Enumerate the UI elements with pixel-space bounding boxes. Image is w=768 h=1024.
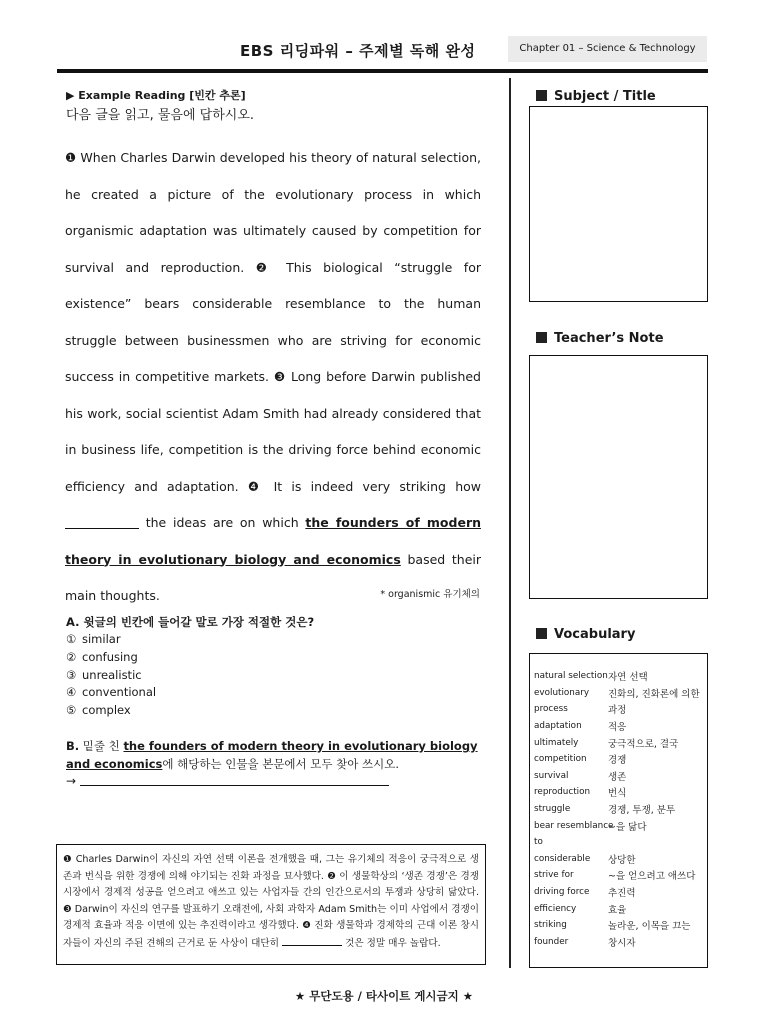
square-bullet-icon [536, 90, 547, 101]
vocab-item: ultimately 궁극적으로, 결국 [534, 737, 679, 750]
vocab-item: striking 놀라운, 이목을 끄는 [534, 920, 691, 933]
vocab-item: natural selection 자연 선택 [534, 671, 648, 684]
footnote: * organismic 유기체의 [380, 589, 480, 600]
vocab-item: bear resemblance ~을 닮다 [534, 820, 647, 833]
vocab-item: struggle 경쟁, 투쟁, 분투 [534, 804, 676, 817]
question-b: B. 밑줄 친 the founders of modern theory in evolutionary biology and economics에 해당하는 인물을 본문에서 모두 찾아 쓰시오. [66, 739, 478, 771]
column-divider [509, 78, 511, 968]
instruction-text: 다음 글을 읽고, 물음에 답하시오. [66, 108, 255, 123]
reading-passage [65, 140, 481, 615]
answer-line[interactable] [80, 785, 389, 786]
subject-title-heading: Subject / Title [536, 89, 656, 104]
translation-blank [282, 935, 342, 946]
vocab-item: considerable 상당한 [534, 853, 636, 866]
vocab-item: driving force 추진력 [534, 887, 636, 900]
question-a-options [66, 631, 156, 720]
vocab-item: competition 경쟁 [534, 754, 627, 767]
vocab-item: process 과정 [534, 704, 627, 717]
passage-text-3: based their main thoughts. [65, 551, 482, 603]
passage-underlined-phrase: the founders of modern theory in evolutionary biology and economics [65, 515, 482, 567]
example-reading-label: ▶ Example Reading [빈칸 추론] [66, 89, 246, 102]
vocab-item: founder 창시자 [534, 936, 636, 949]
vocab-item: reproduction 번식 [534, 787, 627, 800]
header-rule [57, 69, 708, 73]
option-item[interactable]: ④ conventional [66, 685, 157, 700]
vocab-item: strive for ~을 얻으려고 애쓰다 [534, 870, 696, 883]
square-bullet-icon [536, 332, 547, 343]
teachers-note-heading: Teacher’s Note [536, 331, 664, 346]
question-a-title: A. 윗글의 빈칸에 들어갈 말로 가장 적절한 것은? [66, 615, 315, 629]
passage-text-2: the ideas are on which [139, 515, 306, 530]
passage-text-1: ❶ When Charles Darwin developed his theory of natural selection, he created a picture of the evolutionary process in which organismic adaptation was ultimately caused by competition for survival and reproduction. ❷ This biological “struggle for existence” bears considerable resemblance to the human struggle between businessmen who are striving for economic success in competitive markets. ❸ Long before Darwin published his work, social scientist Adam Smith had already considered that in business life, competition is the driving force behind economic efficiency and adaptation. ❹ It is indeed very striking how [65, 150, 481, 494]
vocab-item: efficiency 효율 [534, 903, 627, 916]
option-item[interactable]: ① similar [66, 632, 121, 646]
option-item[interactable]: ⑤ complex [66, 703, 131, 718]
chapter-badge: Chapter 01 – Science & Technology [508, 36, 707, 62]
vocabulary-list [534, 668, 704, 950]
vocab-item: adaptation 적응 [534, 721, 627, 734]
passage-blank [65, 514, 139, 529]
translation-box: ❶ Charles Darwin이 자신의 자연 선택 이론을 전개했을 때, 그는 유기체의 적응이 궁극적으로 생존과 번식을 위한 경쟁에 의해 야기되는 진화 과정을 묘사했다. ❷ 이 생물학상의 ‘생존 경쟁’은 경쟁 시장에서 경제적 성공을 얻으려고 애쓰고 있는 사업자들 간의 인간으로서의 투쟁과 상당히 닮았다. ❸ Darwin이 자신의 연구를 발표하기 오래전에, 사회 과학자 Adam Smith는 이미 사업에서 경쟁이 경제적 효율과 적응 이면에 있는 추진력이라고 생각했다. ❹ 진화 생물학과 경제학의 근대 이론 창시자들이 자신의 주된 견해의 근거로 둔 사상이 대단히 것은 정말 매우 놀랍다. [56, 844, 486, 965]
vocab-item: to [534, 837, 543, 848]
page-header-title: EBS 리딩파워 – 주제별 독해 완성 [240, 42, 476, 60]
option-item[interactable]: ③ unrealistic [66, 667, 142, 682]
teachers-note-box[interactable] [529, 355, 708, 599]
answer-arrow: → [66, 774, 77, 788]
vocab-item: evolutionary 진화의, 진화론에 의한 [534, 687, 700, 700]
square-bullet-icon [536, 628, 547, 639]
option-item[interactable]: ② confusing [66, 649, 138, 664]
question-b-underlined: the founders of modern theory in evolutionary biology and economics [66, 739, 478, 771]
subject-title-box[interactable] [529, 106, 708, 302]
footer-notice: ★ 무단도용 / 타사이트 게시금지 ★ [294, 989, 474, 1003]
vocab-item: survival 생존 [534, 770, 627, 783]
vocabulary-heading: Vocabulary [536, 627, 635, 642]
